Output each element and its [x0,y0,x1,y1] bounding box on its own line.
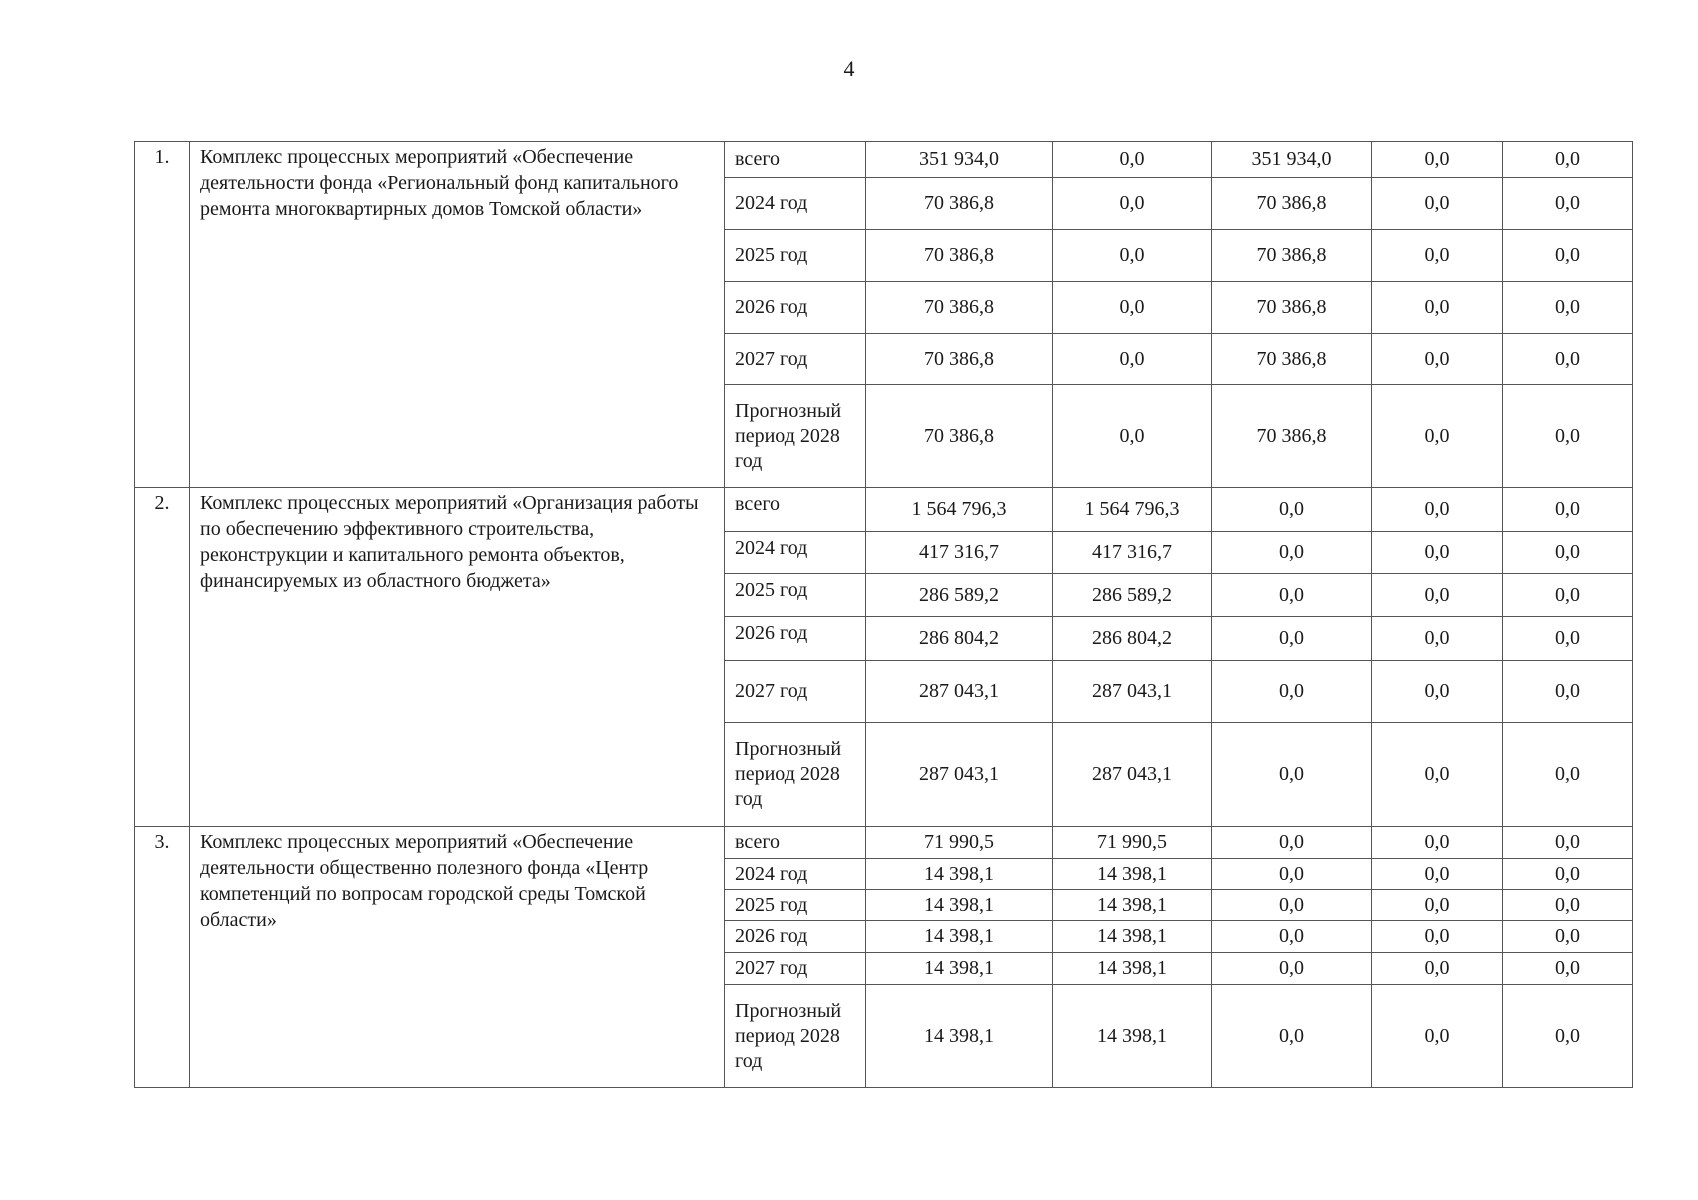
value-cell: 0,0 [1372,282,1503,334]
value-cell: 14 398,1 [866,921,1053,953]
value-cell: 351 934,0 [866,142,1053,178]
value-cell: 0,0 [1053,385,1212,488]
period-cell: 2026 год [725,617,866,661]
value-cell: 287 043,1 [866,723,1053,827]
value-cell: 70 386,8 [866,334,1053,385]
activity-name: Комплекс процессных мероприятий «Обеспечение деятельности фонда «Региональный фонд капитального ремонта многоквартирных домов Томской области» [190,142,725,488]
value-cell: 0,0 [1212,574,1372,617]
value-cell: 0,0 [1372,985,1503,1088]
row-number: 1. [135,142,190,488]
value-cell: 14 398,1 [866,859,1053,890]
value-cell: 0,0 [1053,334,1212,385]
value-cell: 0,0 [1372,827,1503,859]
value-cell: 0,0 [1503,617,1633,661]
value-cell: 287 043,1 [866,661,1053,723]
value-cell: 0,0 [1372,488,1503,532]
value-cell: 351 934,0 [1212,142,1372,178]
period-cell: 2026 год [725,921,866,953]
value-cell: 70 386,8 [1212,282,1372,334]
budget-table [134,141,1633,1088]
value-cell: 0,0 [1212,488,1372,532]
table-row [135,827,1633,859]
value-cell: 0,0 [1503,385,1633,488]
value-cell: 14 398,1 [866,953,1053,985]
value-cell: 0,0 [1503,859,1633,890]
value-cell: 14 398,1 [1053,890,1212,921]
value-cell: 286 804,2 [1053,617,1212,661]
value-cell: 70 386,8 [1212,178,1372,230]
period-cell: Прогнозный период 2028 год [725,385,866,488]
value-cell: 71 990,5 [1053,827,1212,859]
value-cell: 0,0 [1503,142,1633,178]
period-cell: всего [725,142,866,178]
value-cell: 0,0 [1212,532,1372,574]
value-cell: 0,0 [1053,178,1212,230]
value-cell: 1 564 796,3 [1053,488,1212,532]
value-cell: 14 398,1 [866,985,1053,1088]
row-number: 2. [135,488,190,827]
value-cell: 14 398,1 [866,890,1053,921]
value-cell: 0,0 [1503,230,1633,282]
value-cell: 0,0 [1372,953,1503,985]
value-cell: 0,0 [1212,617,1372,661]
value-cell: 287 043,1 [1053,661,1212,723]
period-cell: всего [725,488,866,532]
period-cell: 2025 год [725,574,866,617]
value-cell: 14 398,1 [1053,921,1212,953]
value-cell: 0,0 [1053,230,1212,282]
value-cell: 0,0 [1503,574,1633,617]
value-cell: 0,0 [1503,985,1633,1088]
value-cell: 0,0 [1372,385,1503,488]
value-cell: 0,0 [1372,661,1503,723]
value-cell: 0,0 [1372,532,1503,574]
value-cell: 0,0 [1372,859,1503,890]
period-cell: 2024 год [725,859,866,890]
value-cell: 14 398,1 [1053,859,1212,890]
period-cell: Прогнозный период 2028 год [725,985,866,1088]
page-number: 4 [843,56,855,81]
period-cell: 2025 год [725,230,866,282]
value-cell: 0,0 [1372,723,1503,827]
value-cell: 14 398,1 [1053,953,1212,985]
period-cell: 2024 год [725,532,866,574]
value-cell: 0,0 [1053,142,1212,178]
value-cell: 0,0 [1503,488,1633,532]
value-cell: 417 316,7 [1053,532,1212,574]
value-cell: 0,0 [1212,723,1372,827]
period-cell: 2027 год [725,334,866,385]
value-cell: 286 804,2 [866,617,1053,661]
period-cell: 2025 год [725,890,866,921]
value-cell: 70 386,8 [866,385,1053,488]
value-cell: 0,0 [1372,178,1503,230]
value-cell: 71 990,5 [866,827,1053,859]
value-cell: 0,0 [1503,953,1633,985]
value-cell: 0,0 [1503,890,1633,921]
value-cell: 70 386,8 [1212,334,1372,385]
period-cell: всего [725,827,866,859]
value-cell: 0,0 [1503,282,1633,334]
value-cell: 0,0 [1212,921,1372,953]
value-cell: 0,0 [1212,985,1372,1088]
value-cell: 70 386,8 [1212,385,1372,488]
period-cell: 2024 год [725,178,866,230]
value-cell: 0,0 [1372,574,1503,617]
value-cell: 0,0 [1503,661,1633,723]
value-cell: 0,0 [1372,142,1503,178]
value-cell: 286 589,2 [1053,574,1212,617]
activity-name: Комплекс процессных мероприятий «Обеспечение деятельности общественно полезного фонда «Центр компетенций по вопросам городской среды Томской области» [190,827,725,1088]
value-cell: 0,0 [1212,827,1372,859]
value-cell: 286 589,2 [866,574,1053,617]
value-cell: 0,0 [1372,334,1503,385]
period-cell: 2027 год [725,661,866,723]
value-cell: 70 386,8 [1212,230,1372,282]
value-cell: 0,0 [1212,661,1372,723]
value-cell: 0,0 [1503,178,1633,230]
value-cell: 0,0 [1503,827,1633,859]
value-cell: 14 398,1 [1053,985,1212,1088]
value-cell: 0,0 [1503,921,1633,953]
activity-name: Комплекс процессных мероприятий «Организация работы по обеспечению эффективного строительства, реконструкции и капитального ремонта объектов, финансируемых из областного бюджета» [190,488,725,827]
value-cell: 70 386,8 [866,282,1053,334]
table-row [135,142,1633,178]
value-cell: 287 043,1 [1053,723,1212,827]
value-cell: 0,0 [1053,282,1212,334]
value-cell: 0,0 [1372,921,1503,953]
value-cell: 0,0 [1503,532,1633,574]
value-cell: 70 386,8 [866,230,1053,282]
table-row [135,488,1633,532]
value-cell: 70 386,8 [866,178,1053,230]
value-cell: 0,0 [1503,334,1633,385]
value-cell: 0,0 [1212,953,1372,985]
value-cell: 417 316,7 [866,532,1053,574]
period-cell: 2027 год [725,953,866,985]
row-number: 3. [135,827,190,1088]
value-cell: 0,0 [1212,890,1372,921]
period-cell: 2026 год [725,282,866,334]
value-cell: 0,0 [1372,617,1503,661]
value-cell: 0,0 [1372,230,1503,282]
value-cell: 0,0 [1503,723,1633,827]
value-cell: 0,0 [1212,859,1372,890]
period-cell: Прогнозный период 2028 год [725,723,866,827]
value-cell: 1 564 796,3 [866,488,1053,532]
value-cell: 0,0 [1372,890,1503,921]
